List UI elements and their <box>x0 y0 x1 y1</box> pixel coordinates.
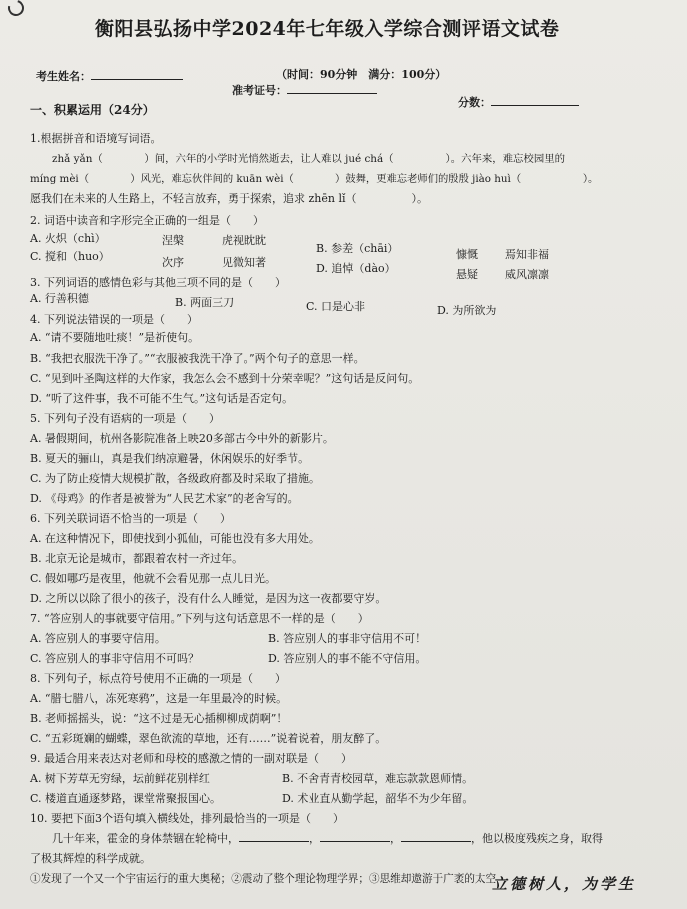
q2-option-a: A. 火炽（chì） <box>30 232 106 245</box>
score-field[interactable] <box>458 96 579 110</box>
exam-title: 衡阳县弘扬中学2024年七年级入学综合测评语文试卷 <box>95 18 560 40</box>
q10-sentence-options: ①发现了一个又一个宇宙运行的重大奥秘；②震动了整个理论物理学界；③思维却遨游于广袤的太空 <box>30 873 497 885</box>
q7-option-b: B. 答应别人的事非守信用不可！ <box>268 632 427 645</box>
score-blank[interactable] <box>491 105 579 106</box>
q4-option-a: A. “请不要随地吐痰！”是祈使句。 <box>30 331 200 344</box>
q10-passage-line2: 了极其辉煌的科学成就。 <box>30 852 151 865</box>
q8-stem: 8. 下列句子，标点符号使用不正确的一项是（ ） <box>30 672 286 685</box>
q5-option-a: A. 暑假期间，杭州各影院准备上映20多部古今中外的新影片。 <box>30 432 334 445</box>
q9-option-a: A. 树下芳草无穷绿，坛前鲜花别样红 <box>30 772 210 785</box>
id-blank[interactable] <box>287 93 377 94</box>
q2-option-b-word2: 慷慨 <box>456 248 478 261</box>
q1-stem: 1.根据拼音和语境写词语。 <box>30 132 162 145</box>
school-motto-stamp: 立德树人，为学生 <box>492 875 637 893</box>
q5-stem: 5. 下列句子没有语病的一项是（ ） <box>30 412 220 425</box>
q8-option-c: C. “五彩斑斓的蝴蝶，翠色欲流的草地，还有……”说着说着，朋友醉了。 <box>30 732 387 745</box>
q6-option-d: D. 之所以以除了很小的孩子，没有什么人睡觉，是因为这一夜都要守岁。 <box>30 592 387 605</box>
q2-option-b: B. 参差（chāi） <box>316 242 399 255</box>
q10-passage-start: 几十年来，霍金的身体禁锢在轮椅中， <box>52 832 239 845</box>
q2-option-c-word3: 见微知著 <box>222 256 266 269</box>
q2-option-c-word2: 次序 <box>162 256 184 269</box>
section-heading: 一、积累运用（24分） <box>30 103 155 117</box>
q7-stem: 7. “答应别人的事就要守信用。”下列与这句话意思不一样的是（ ） <box>30 612 369 625</box>
q2-option-d-word3: 威风凛凛 <box>505 268 549 281</box>
q4-option-c: C. “见到叶圣陶这样的大作家，我怎么会不感到十分荣幸呢？”这句话是反问句。 <box>30 372 420 385</box>
q4-option-d: D. “听了这件事，我不可能不生气。”这句话是否定句。 <box>30 392 294 405</box>
q7-option-c: C. 答应别人的事非守信用不可吗？ <box>30 652 200 665</box>
q2-stem: 2. 词语中读音和字形完全正确的一组是（ ） <box>30 214 264 227</box>
q7-option-d: D. 答应别人的事不能不守信用。 <box>268 652 427 665</box>
q10-passage-end: ，他以极度残疾之身，取得 <box>471 832 603 845</box>
score-label: 分数： <box>458 96 491 109</box>
exam-subtitle: （时间：90分钟 满分：100分） <box>276 68 447 81</box>
q8-option-b: B. 老师摇摇头，说：“这不过是无心插柳柳成荫啊”！ <box>30 712 288 725</box>
q9-option-d: D. 术业直从勤学起，韶华不为少年留。 <box>282 792 474 805</box>
q10-blank-2[interactable] <box>320 841 390 842</box>
name-blank[interactable] <box>91 79 183 80</box>
q1-line3: 愿我们在未来的人生路上，不轻言放弃，勇于探索，追求 zhēn lǐ（ ）。 <box>30 192 429 205</box>
name-field[interactable] <box>36 70 183 84</box>
q5-option-b: B. 夏天的骊山，真是我们纳凉避暑，休闲娱乐的好季节。 <box>30 452 310 465</box>
q10-blank-3[interactable] <box>401 841 471 842</box>
q8-option-a: A. “腊七腊八，冻死寒鸦”，这是一年里最冷的时候。 <box>30 692 288 705</box>
q5-option-d: D. 《母鸡》的作者是被誉为“人民艺术家”的老舍写的。 <box>30 492 299 505</box>
q10-stem: 10. 要把下面3个语句填入横线处，排列最恰当的一项是（ ） <box>30 812 344 825</box>
q4-option-b: B. “我把衣服洗干净了。”“衣服被我洗干净了。”两个句子的意思一样。 <box>30 352 365 365</box>
q5-option-c: C. 为了防止疫情大规模扩散，各级政府都及时采取了措施。 <box>30 472 321 485</box>
q3-option-a: A. 行善积德 <box>30 292 89 305</box>
q1-line1: zhǎ yǎn（ ）间，六年的小学时光悄然逝去，让人难以 jué chá（ ）。六年来，难忘校园里的 <box>52 153 565 165</box>
id-label: 准考证号： <box>232 84 287 97</box>
q10-passage-line1: 几十年来，霍金的身体禁锢在轮椅中， ， ， ，他以极度残疾之身，取得 <box>52 832 603 845</box>
q3-option-d: D. 为所欲为 <box>437 304 497 317</box>
q4-stem: 4. 下列说法错误的一项是（ ） <box>30 313 198 326</box>
q10-blank-1[interactable] <box>239 841 309 842</box>
q9-option-b: B. 不舍青青校园草，难忘款款恩师情。 <box>282 772 474 785</box>
q2-option-d-word2: 悬疑 <box>456 268 478 281</box>
q2-option-b-word3: 焉知非福 <box>505 248 549 261</box>
q6-option-c: C. 假如哪巧是夜里，他就不会看见那一点儿日光。 <box>30 572 277 585</box>
q2-option-a-word3: 虎视眈眈 <box>222 234 266 247</box>
q2-option-d: D. 追悼（dào） <box>316 262 396 275</box>
q7-option-a: A. 答应别人的事要守信用。 <box>30 632 166 645</box>
q9-option-c: C. 楼道直通逐梦路，课堂常聚报国心。 <box>30 792 222 805</box>
q3-stem: 3. 下列词语的感情色彩与其他三项不同的是（ ） <box>30 276 286 289</box>
name-label: 考生姓名： <box>36 70 91 83</box>
q2-option-a-word2: 涅槃 <box>162 234 184 247</box>
q9-stem: 9. 最适合用来表达对老师和母校的感激之情的一副对联是（ ） <box>30 752 352 765</box>
q6-stem: 6. 下列关联词语不恰当的一项是（ ） <box>30 512 231 525</box>
q6-option-a: A. 在这种情况下，即使找到小狐仙，可能也没有多大用处。 <box>30 532 320 545</box>
q6-option-b: B. 北京无论是城市，都跟着农村一齐过年。 <box>30 552 244 565</box>
page-corner-mark <box>0 0 70 14</box>
q3-option-b: B. 两面三刀 <box>175 296 235 309</box>
q1-line2: míng mèi（ ）风光，难忘伙伴间的 kuān wèi（ ）鼓舞，更难忘老师们的殷殷 jiào huì（ ）。 <box>30 173 599 185</box>
q2-option-c: C. 搅和（huo） <box>30 250 110 263</box>
q3-option-c: C. 口是心非 <box>306 300 366 313</box>
id-field[interactable] <box>232 84 377 98</box>
